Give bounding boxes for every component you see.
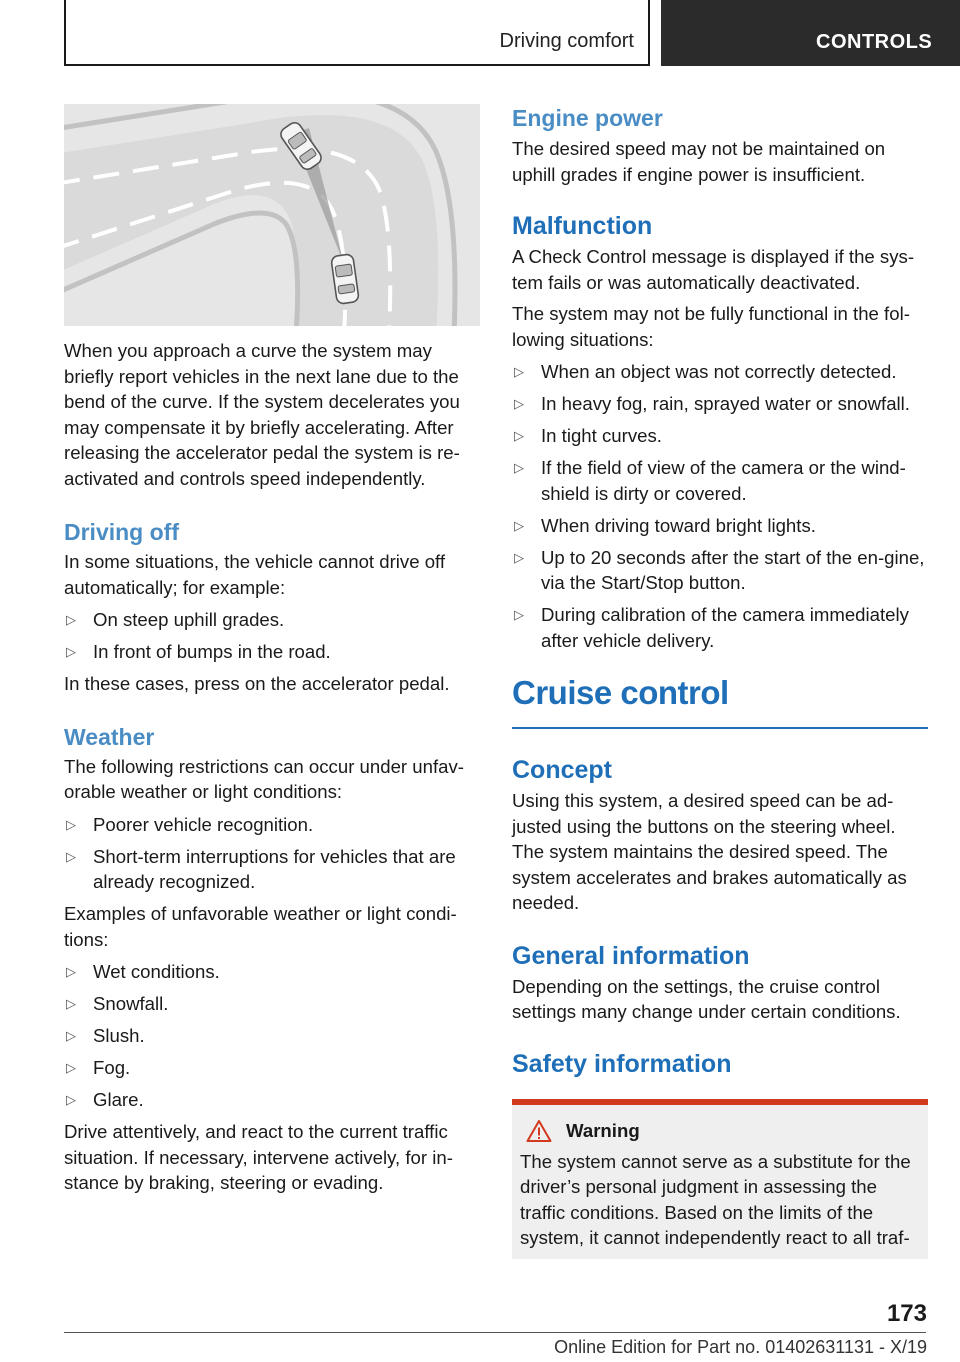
- triangle-right-outline-icon: ▷: [514, 607, 524, 622]
- weather-list: [64, 812, 480, 895]
- curve-intro-text: When you approach a curve the system may briefly report vehicles in the next lane due to the bend of the curve. If the system decelerates you may compensate it by briefly accelerating. After releasing the accelerator pedal the system is re-activated and controls speed independently.: [64, 340, 460, 489]
- header-chapter-title: CONTROLS: [816, 31, 933, 53]
- warning-box: [512, 1099, 928, 1259]
- weather-heading: Weather: [64, 723, 155, 750]
- triangle-right-outline-icon: ▷: [66, 1028, 76, 1043]
- triangle-right-outline-icon: ▷: [66, 1060, 76, 1075]
- general-information-text: Depending on the settings, the cruise control settings many change under certain conditions.: [512, 975, 901, 1022]
- triangle-right-outline-icon: ▷: [514, 428, 524, 443]
- footer-divider: [64, 1332, 926, 1333]
- triangle-right-outline-icon: ▷: [514, 460, 524, 475]
- weather-examples-list: [64, 959, 480, 1113]
- weather-text: The following restrictions can occur under unfav-orable weather or light conditions:: [64, 755, 464, 802]
- driving-off-text: In some situations, the vehicle cannot drive off automatically; for example:: [64, 551, 446, 598]
- warning-title: Warning: [566, 1119, 640, 1141]
- cruise-control-heading: Cruise control: [512, 674, 729, 711]
- list-item: ▷ Glare.: [64, 1087, 480, 1113]
- list-item: ▷ In heavy fog, rain, sprayed water or snowfall.: [512, 391, 928, 417]
- triangle-right-outline-icon: ▷: [514, 396, 524, 411]
- triangle-right-outline-icon: ▷: [514, 517, 524, 533]
- triangle-right-outline-icon: ▷: [514, 364, 524, 379]
- list-item: ▷ When driving toward bright lights.: [512, 513, 928, 539]
- list-item: ▷ Fog.: [64, 1055, 480, 1081]
- left-column: [64, 104, 480, 1196]
- curve-illustration: [64, 104, 480, 326]
- malfunction-situations-text: The system may not be fully functional in the fol-lowing situations:: [512, 303, 910, 350]
- list-item: ▷ If the field of view of the camera or the wind-shield is dirty or covered.: [514, 457, 906, 504]
- malfunction-heading: Malfunction: [512, 212, 653, 240]
- triangle-right-outline-icon: ▷: [514, 549, 524, 565]
- triangle-right-outline-icon: ▷: [66, 1092, 76, 1107]
- warning-header: [526, 1119, 922, 1143]
- list-item: ▷ Snowfall.: [64, 991, 480, 1017]
- weather-examples-text: Examples of unfavorable weather or light condi-tions:: [64, 903, 457, 950]
- malfunction-list: [512, 359, 928, 653]
- footer-edition-text: Online Edition for Part no. 01402631131 - X/19: [554, 1337, 927, 1357]
- triangle-right-outline-icon: ▷: [66, 612, 76, 627]
- header-chapter-tab: [661, 0, 960, 66]
- list-item: ▷ On steep uphill grades.: [64, 607, 480, 633]
- list-item: ▷ In front of bumps in the road.: [64, 639, 480, 665]
- list-item: ▷ During calibration of the camera immediately after vehicle delivery.: [514, 604, 909, 651]
- driving-off-heading: Driving off: [64, 519, 179, 545]
- concept-text: Using this system, a desired speed can be ad-justed using the buttons on the steering wheel. The system maintains the desired speed. The system accelerates and brakes automatically as needed.: [512, 790, 907, 913]
- list-item: ▷ Poorer vehicle recognition.: [64, 812, 480, 838]
- cruise-control-divider: [512, 727, 928, 729]
- list-item: ▷ Short-term interruptions for vehicles that are already recognized.: [66, 845, 456, 892]
- list-item: ▷ In tight curves.: [512, 423, 928, 449]
- triangle-right-outline-icon: ▷: [66, 644, 76, 659]
- warning-triangle-icon: [526, 1119, 552, 1143]
- triangle-right-outline-icon: ▷: [66, 964, 76, 979]
- warning-text: The system cannot serve as a substitute for the driver’s personal judgment in assessing the traffic conditions. Based on the limits of the system, it cannot independently react to all traf-: [520, 1150, 911, 1248]
- safety-information-heading: Safety information: [512, 1049, 732, 1078]
- right-column: [512, 104, 928, 1259]
- triangle-right-outline-icon: ▷: [66, 996, 76, 1011]
- engine-power-heading: Engine power: [512, 105, 663, 131]
- list-item: ▷ When an object was not correctly detected.: [512, 359, 928, 385]
- concept-heading: Concept: [512, 756, 612, 784]
- weather-after-text: Drive attentively, and react to the current traffic situation. If necessary, intervene actively, for in-stance by braking, steering or evading.: [64, 1121, 453, 1193]
- driving-off-after-text: In these cases, press on the accelerator pedal.: [64, 673, 450, 694]
- general-information-heading: General information: [512, 941, 750, 970]
- page-number: 173: [886, 1300, 927, 1327]
- triangle-right-outline-icon: ▷: [66, 816, 76, 832]
- list-item: ▷ Slush.: [64, 1023, 480, 1049]
- list-item: ▷ Wet conditions.: [64, 959, 480, 985]
- malfunction-text: A Check Control message is displayed if the sys-tem fails or was automatically deactivated.: [512, 246, 915, 293]
- header-section-box: [64, 0, 650, 66]
- header-section-title: Driving comfort: [499, 30, 634, 52]
- triangle-right-outline-icon: ▷: [66, 848, 76, 864]
- engine-power-text: The desired speed may not be maintained on uphill grades if engine power is insufficient.: [512, 138, 886, 185]
- list-item: ▷ Up to 20 seconds after the start of the en-gine, via the Start/Stop button.: [514, 546, 925, 593]
- driving-off-list: [64, 607, 480, 665]
